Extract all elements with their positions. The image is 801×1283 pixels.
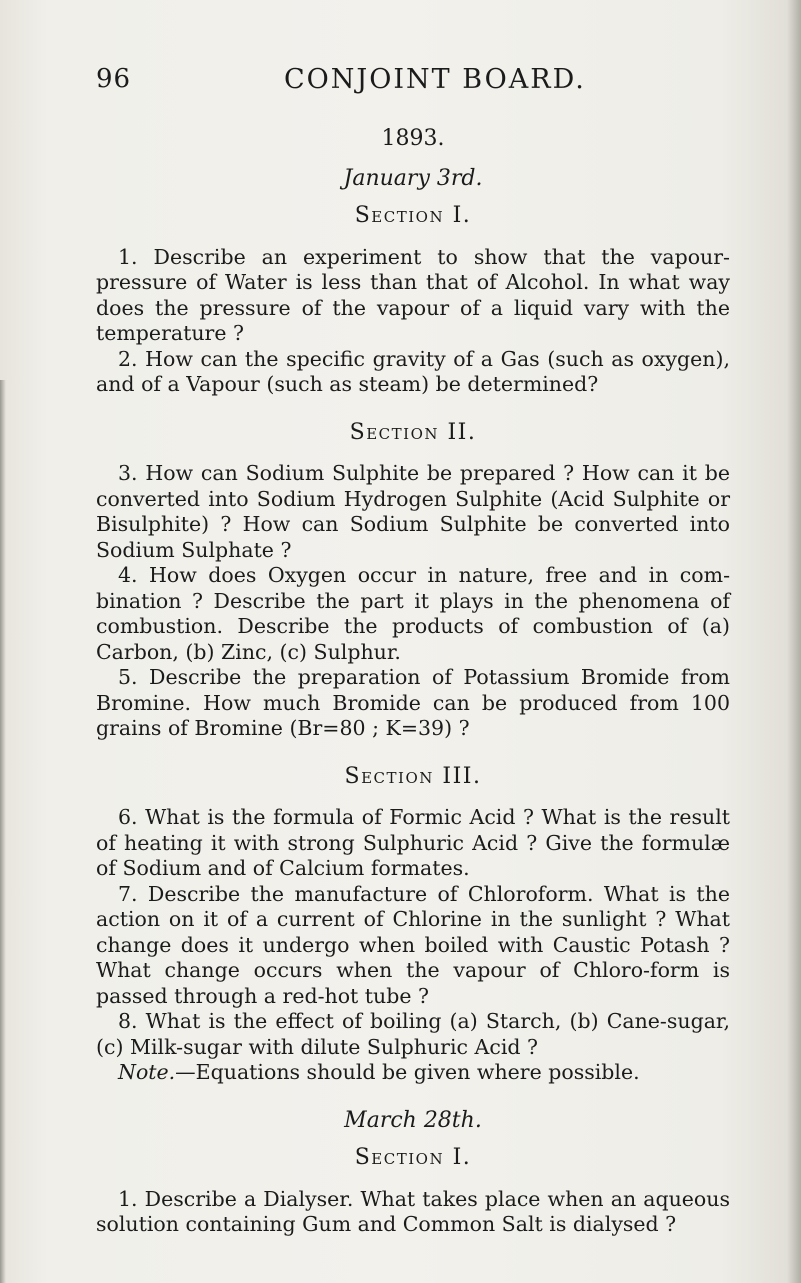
question: 5. Describe the preparation of Potassium Bromide from Bromine. How much Bromide can be produced from 100 grains of Bromine (Br=80 ; K=39) ? [96,665,730,740]
year-heading: 1893. [381,126,445,151]
note-text: —Equations should be given where possible. [175,1060,640,1084]
page-edge-shadow-right [787,0,801,1283]
note [96,1060,730,1086]
session-date: March 28th. [344,1107,482,1133]
question: 4. How does Oxygen occur in nature, free and in com-bination ? Describe the part it plays in the phenomena of combustion. Describe the products of combustion of (a) Carbon, (b) Zinc, (c) Sulphur. [96,563,730,664]
page-body [96,118,730,1238]
note-label: Note. [118,1060,176,1084]
question: 3. How can Sodium Sulphite be prepared ? How can it be converted into Sodium Hydrogen Sulphite (Acid Sulphite or Bisulphite) ? How can Sodium Sulphite be converted into Sodium Sulphate ? [96,461,730,562]
section-heading: Section III. [344,763,482,789]
question: 7. Describe the manufacture of Chloroform. What is the action on it of a current of Chlorine in the sunlight ? What change does it undergo when boiled with Caustic Potash ? What change occurs when the vapour of Chloro-form is passed through a red-hot tube ? [96,881,730,1008]
session-date: January 3rd. [343,165,483,191]
section-heading: Section II. [349,419,477,445]
question: 6. What is the formula of Formic Acid ? What is the result of heating it with strong Sulphuric Acid ? Give the formulæ of Sodium and of Calcium formates. [96,805,730,880]
question: 8. What is the effect of boiling (a) Starch, (b) Cane-sugar, (c) Milk-sugar with dilute Sulphuric Acid ? [96,1009,730,1059]
page-edge-shadow-left [0,380,6,1283]
section-heading: Section I. [354,203,472,228]
question: 1. Describe an experiment to show that the vapour-pressure of Water is less than that of Alcohol. In what way does the pressure of the vapour of a liquid vary with the temperature ? [96,244,730,345]
section-heading: Section I. [354,1145,472,1170]
running-head: CONJOINT BOARD. [284,64,586,95]
page-number: 96 [96,64,132,94]
question: 1. Describe a Dialyser. What takes place when an aqueous solution containing Gum and Common Salt is dialysed ? [96,1186,730,1236]
question: 2. How can the specific gravity of a Gas (such as oxygen), and of a Vapour (such as steam) be determined? [96,346,730,396]
page-header [0,64,801,104]
